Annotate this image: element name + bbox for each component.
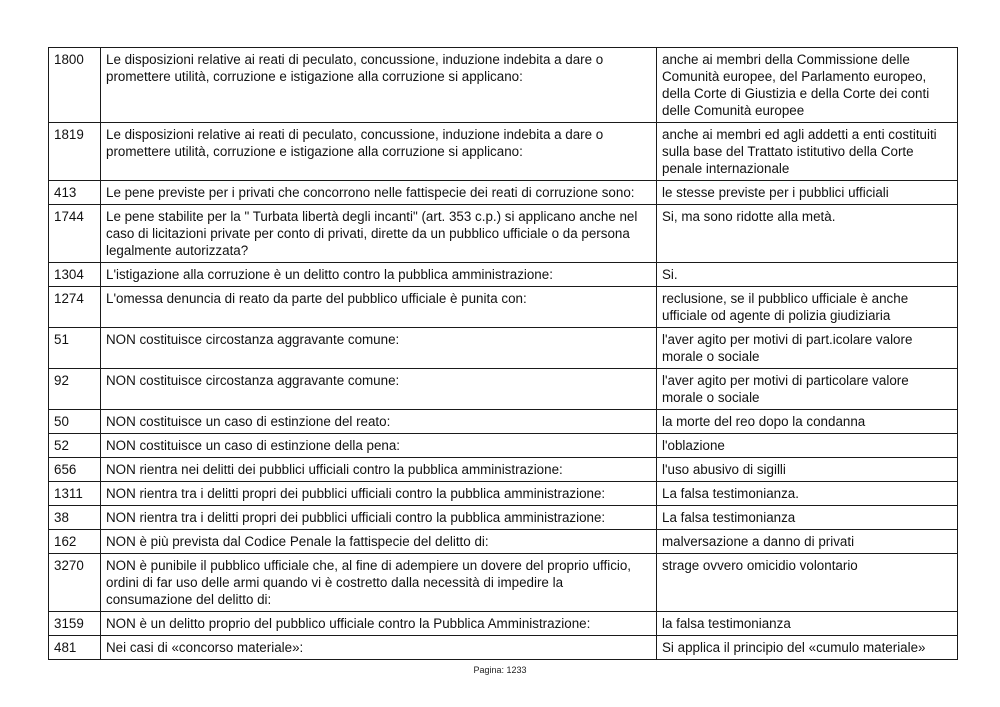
question-id-cell: 413 — [49, 181, 101, 205]
question-text-cell: L'omessa denuncia di reato da parte del pubblico ufficiale è punita con: — [101, 287, 657, 328]
answer-text-cell: strage ovvero omicidio volontario — [657, 554, 958, 612]
question-id-cell: 1304 — [49, 263, 101, 287]
question-id-cell: 481 — [49, 636, 101, 660]
answer-text-cell: l'oblazione — [657, 434, 958, 458]
answer-text-cell: malversazione a danno di privati — [657, 530, 958, 554]
question-id-cell: 162 — [49, 530, 101, 554]
answer-text-cell: l'aver agito per motivi di particolare valore morale o sociale — [657, 369, 958, 410]
answer-text-cell: La falsa testimonianza — [657, 506, 958, 530]
question-id-cell: 51 — [49, 328, 101, 369]
question-text-cell: NON è più prevista dal Codice Penale la fattispecie del delitto di: — [101, 530, 657, 554]
question-text-cell: Nei casi di «concorso materiale»: — [101, 636, 657, 660]
table-row — [49, 369, 958, 410]
question-id-cell: 50 — [49, 410, 101, 434]
table-row — [49, 530, 958, 554]
answer-text-cell: la morte del reo dopo la condanna — [657, 410, 958, 434]
table-row — [49, 458, 958, 482]
question-text-cell: Le disposizioni relative ai reati di peculato, concussione, induzione indebita a dare o promettere utilità, corruzione e istigazione alla corruzione si applicano: — [101, 48, 657, 123]
question-text-cell: NON costituisce un caso di estinzione della pena: — [101, 434, 657, 458]
question-id-cell: 3159 — [49, 612, 101, 636]
question-id-cell: 1819 — [49, 123, 101, 181]
question-id-cell: 92 — [49, 369, 101, 410]
question-text-cell: NON rientra nei delitti dei pubblici ufficiali contro la pubblica amministrazione: — [101, 458, 657, 482]
table-row — [49, 263, 958, 287]
table-row — [49, 636, 958, 660]
question-text-cell: L'istigazione alla corruzione è un delitto contro la pubblica amministrazione: — [101, 263, 657, 287]
question-id-cell: 3270 — [49, 554, 101, 612]
question-text-cell: Le pene stabilite per la " Turbata libertà degli incanti" (art. 353 c.p.) si applicano anche nel caso di licitazioni private per conto di privati, dirette da un pubblico ufficiale o da persona legalmente autorizzata? — [101, 205, 657, 263]
table-row — [49, 506, 958, 530]
answer-text-cell: la falsa testimonianza — [657, 612, 958, 636]
question-text-cell: NON costituisce circostanza aggravante comune: — [101, 328, 657, 369]
question-id-cell: 1311 — [49, 482, 101, 506]
answer-text-cell: anche ai membri ed agli addetti a enti costituiti sulla base del Trattato istitutivo della Corte penale internazionale — [657, 123, 958, 181]
answer-text-cell: reclusione, se il pubblico ufficiale è anche ufficiale od agente di polizia giudiziaria — [657, 287, 958, 328]
table-row — [49, 554, 958, 612]
page-footer — [0, 665, 1000, 675]
question-text-cell: NON costituisce circostanza aggravante comune: — [101, 369, 657, 410]
question-text-cell: NON rientra tra i delitti propri dei pubblici ufficiali contro la pubblica amministrazione: — [101, 482, 657, 506]
question-text-cell: Le pene previste per i privati che concorrono nelle fattispecie dei reati di corruzione sono: — [101, 181, 657, 205]
table-row — [49, 181, 958, 205]
question-text-cell: NON è un delitto proprio del pubblico ufficiale contro la Pubblica Amministrazione: — [101, 612, 657, 636]
table-row — [49, 410, 958, 434]
page-number: Pagina: 1233 — [473, 665, 527, 675]
table-row — [49, 287, 958, 328]
question-id-cell: 656 — [49, 458, 101, 482]
table-row — [49, 48, 958, 123]
question-text-cell: NON rientra tra i delitti propri dei pubblici ufficiali contro la pubblica amministrazione: — [101, 506, 657, 530]
question-id-cell: 1274 — [49, 287, 101, 328]
answer-text-cell: Si applica il principio del «cumulo materiale» — [657, 636, 958, 660]
table-row — [49, 482, 958, 506]
questions-table — [48, 47, 958, 660]
question-text-cell: NON costituisce un caso di estinzione del reato: — [101, 410, 657, 434]
question-id-cell: 52 — [49, 434, 101, 458]
question-id-cell: 1744 — [49, 205, 101, 263]
answer-text-cell: l'aver agito per motivi di part.icolare valore morale o sociale — [657, 328, 958, 369]
answer-text-cell: Si. — [657, 263, 958, 287]
answer-text-cell: anche ai membri della Commissione delle Comunità europee, del Parlamento europeo, della Corte di Giustizia e della Corte dei conti delle Comunità europee — [657, 48, 958, 123]
questions-table-body — [49, 48, 958, 660]
table-row — [49, 205, 958, 263]
table-row — [49, 434, 958, 458]
question-id-cell: 1800 — [49, 48, 101, 123]
question-text-cell: Le disposizioni relative ai reati di peculato, concussione, induzione indebita a dare o promettere utilità, corruzione e istigazione alla corruzione si applicano: — [101, 123, 657, 181]
table-row — [49, 328, 958, 369]
answer-text-cell: Si, ma sono ridotte alla metà. — [657, 205, 958, 263]
answer-text-cell: La falsa testimonianza. — [657, 482, 958, 506]
table-row — [49, 612, 958, 636]
answer-text-cell: l'uso abusivo di sigilli — [657, 458, 958, 482]
question-id-cell: 38 — [49, 506, 101, 530]
question-text-cell: NON è punibile il pubblico ufficiale che, al fine di adempiere un dovere del proprio ufficio, ordini di far uso delle armi quando vi è costretto dalla necessità di impedire la consumazione del delitto di: — [101, 554, 657, 612]
table-row — [49, 123, 958, 181]
answer-text-cell: le stesse previste per i pubblici ufficiali — [657, 181, 958, 205]
